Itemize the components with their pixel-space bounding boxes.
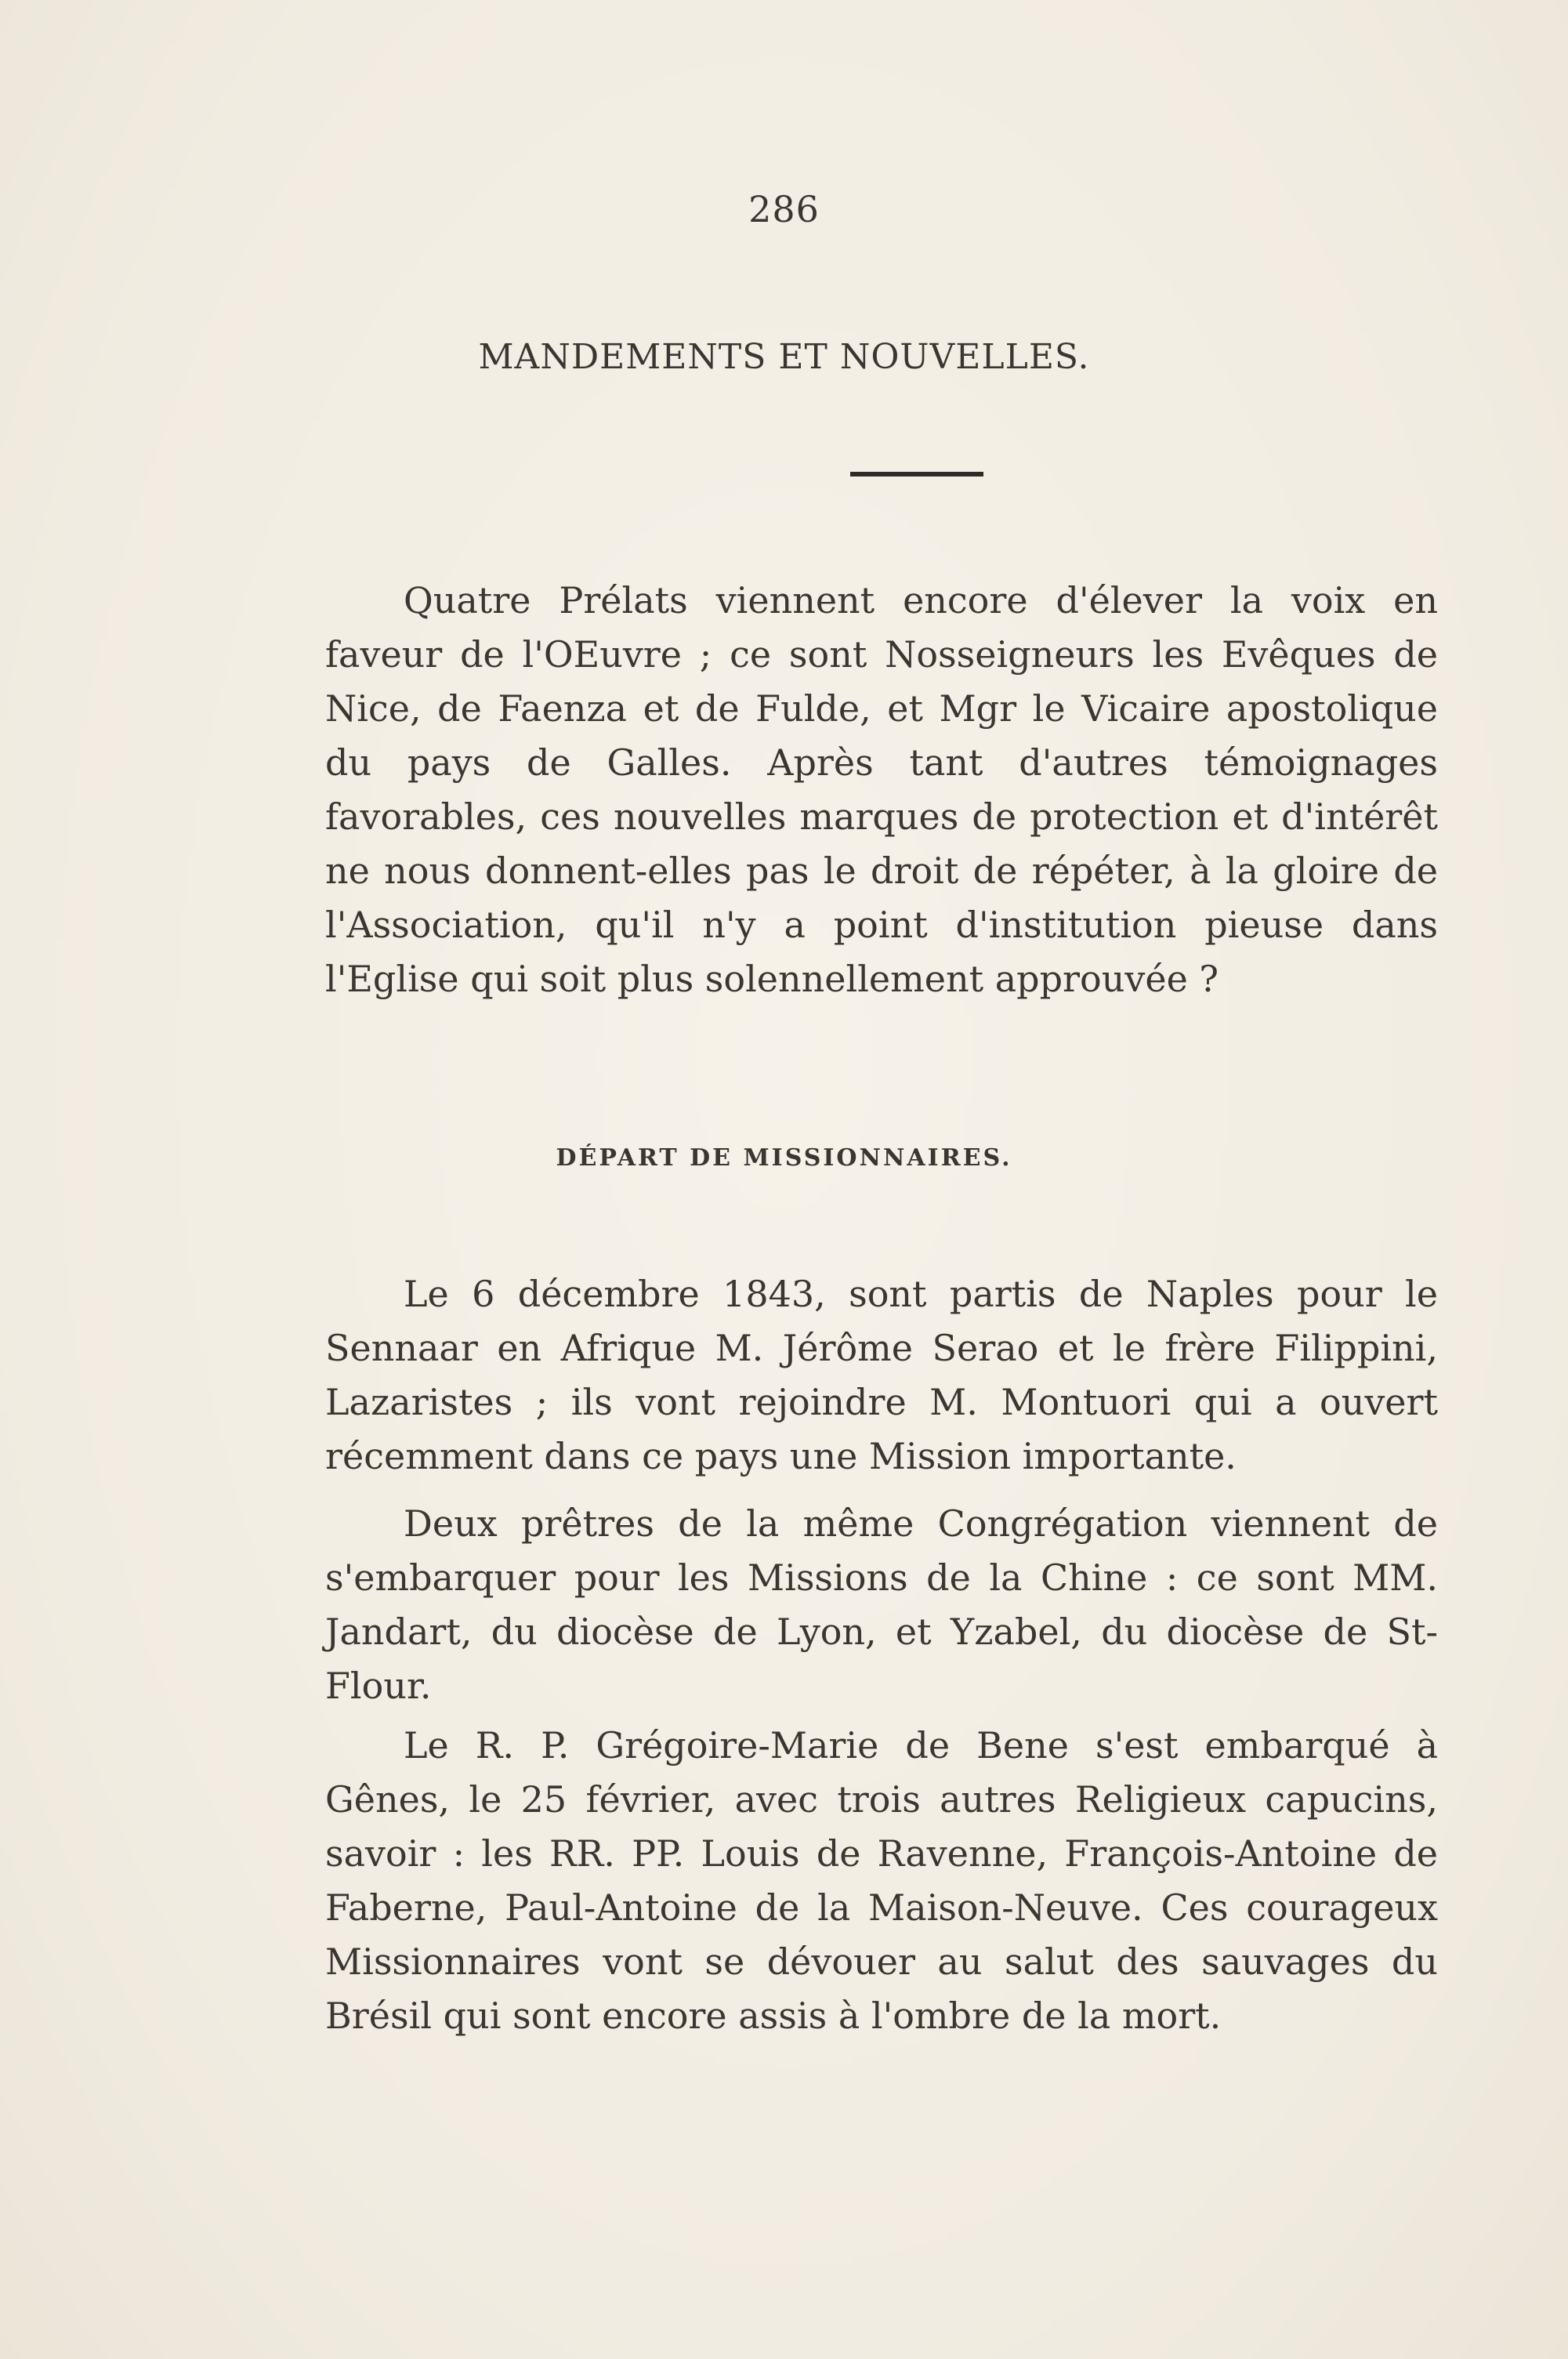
paragraph: Le 6 décembre 1843, sont partis de Naples pour le Sennaar en Afrique M. Jérôme Serao et le frère Filippini, Lazaristes ; ils vont rejoindre M. Montuori qui a ouvert récemment dans ce pays une Mission importante. xyxy=(325,1273,1438,1477)
page-number: 286 xyxy=(748,188,820,230)
subheading: DÉPART DE MISSIONNAIRES. xyxy=(556,1144,1012,1172)
paragraph-block xyxy=(325,574,1438,1006)
paragraph: Le R. P. Grégoire-Marie de Bene s'est embarqué à Gênes, le 25 février, avec trois autres Religieux capucins, savoir : les RR. PP. Louis de Ravenne, François-Antoine de Faberne, Paul-Antoine de la Maison-Neuve. Ces courageux Missionnaires vont se dévouer au salut des sauvages du Brésil qui sont encore assis à l'ombre de la mort. xyxy=(325,1724,1438,2037)
paragraph: Deux prêtres de la même Congrégation viennent de s'embarquer pour les Missions de la Chine : ce sont MM. Jandart, du diocèse de Lyon, et Yzabel, du diocèse de St-Flour. xyxy=(325,1502,1438,1707)
paragraph-block xyxy=(325,1497,1438,1713)
paragraph: Quatre Prélats viennent encore d'élever la voix en faveur de l'OEuvre ; ce sont Nosseigneurs les Evêques de Nice, de Faenza et de Fulde, et Mgr le Vicaire apostolique du pays de Galles. Après tant d'autres témoignages favorables, ces nouvelles marques de protection et d'intérêt ne nous donnent-elles pas le droit de répéter, à la gloire de l'Association, qu'il n'y a point d'institution pieuse dans l'Eglise qui soit plus solennellement approuvée ? xyxy=(325,579,1438,1000)
section-title: MANDEMENTS ET NOUVELLES. xyxy=(478,337,1090,377)
title-divider xyxy=(850,472,983,477)
paragraph-block xyxy=(325,1267,1438,1484)
paragraph-block xyxy=(325,1719,1438,2043)
